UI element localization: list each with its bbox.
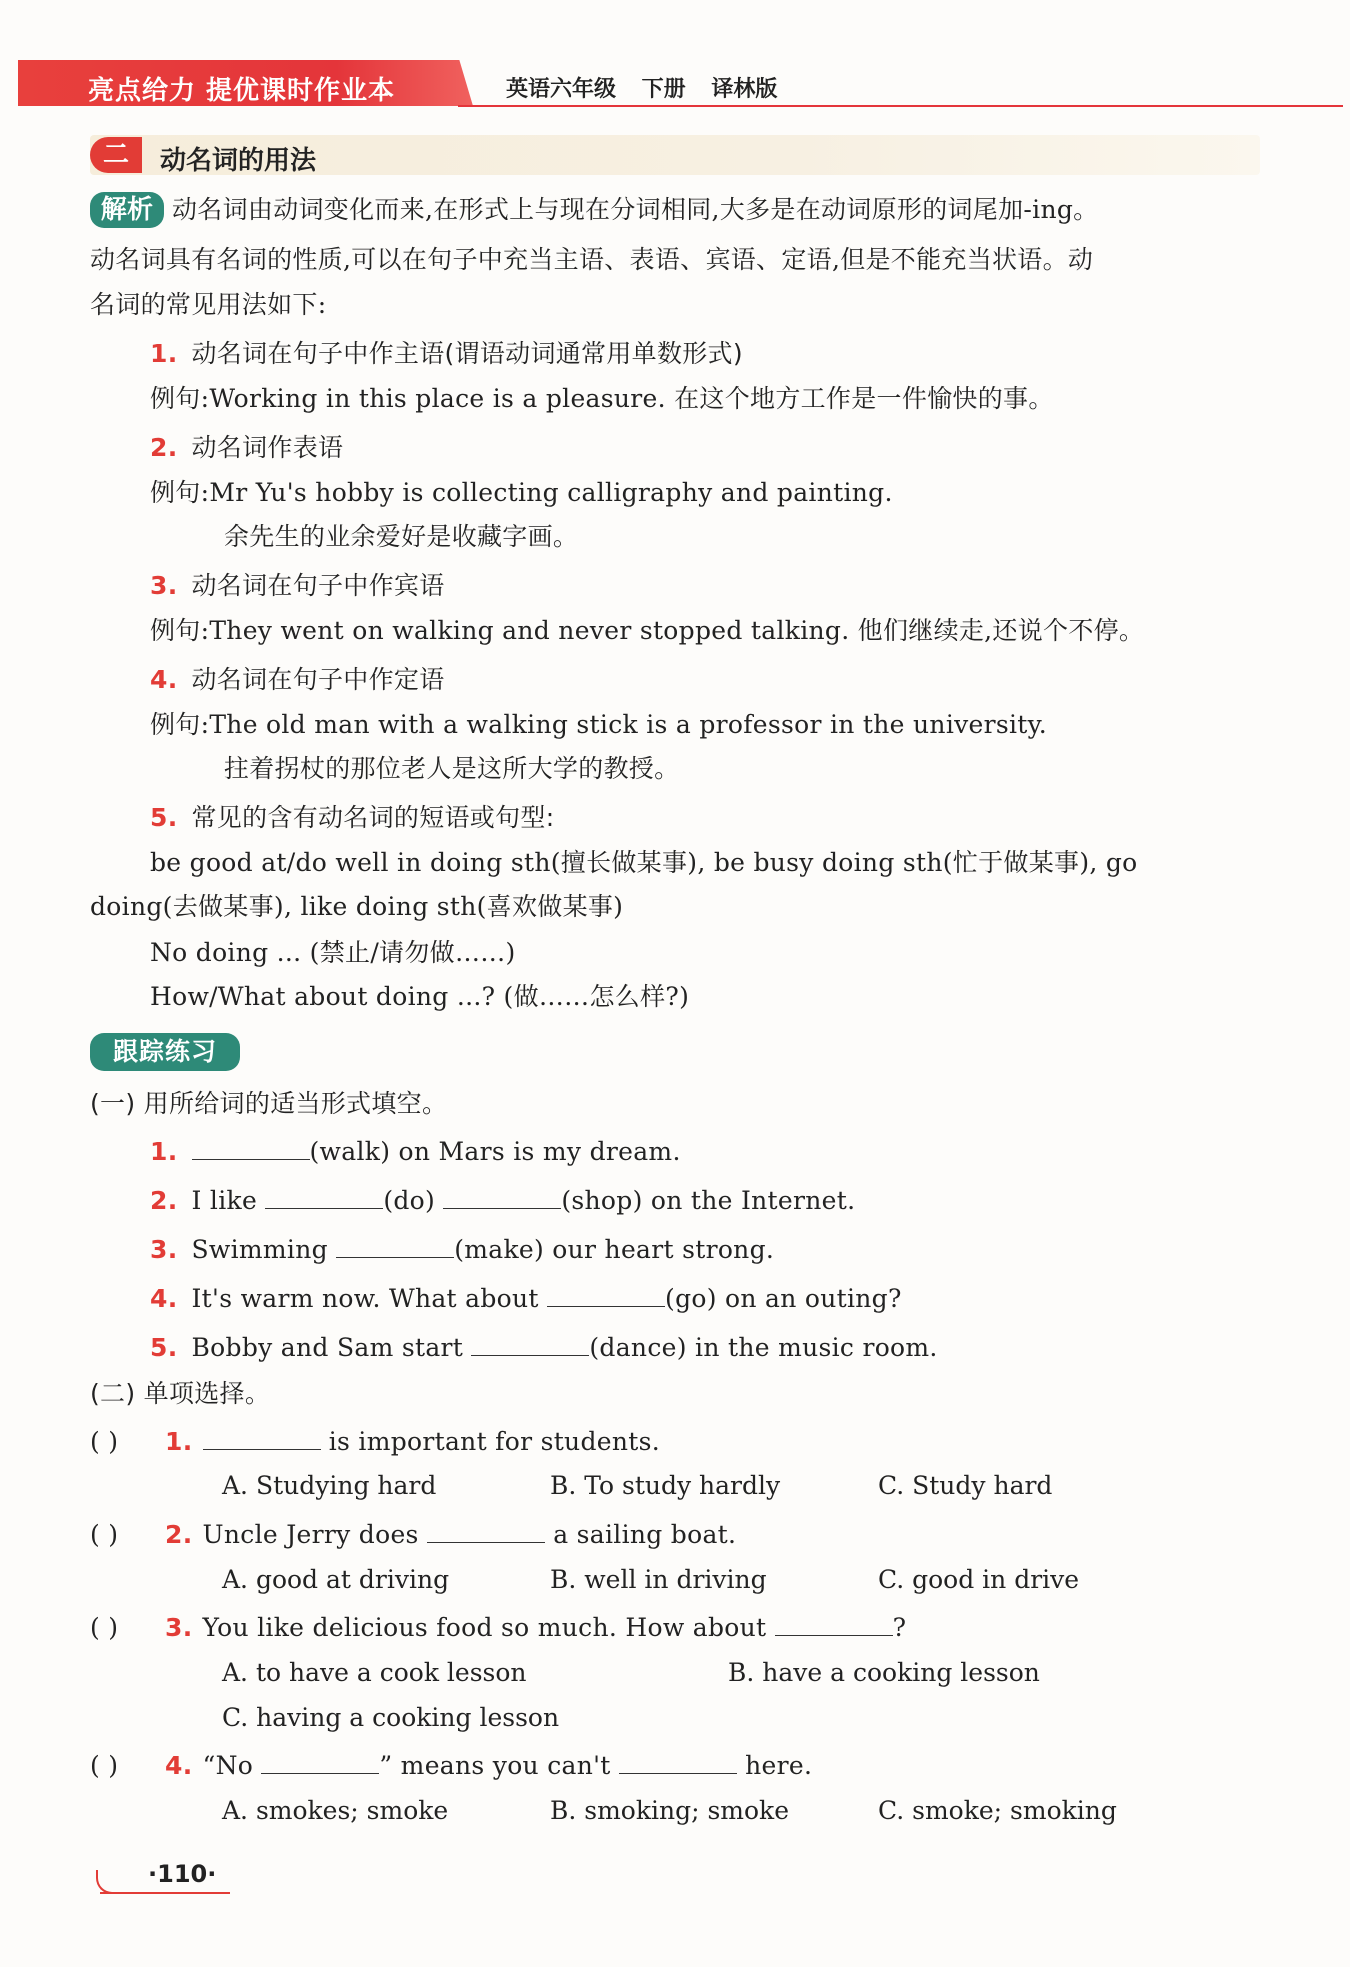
footer-underline — [100, 1892, 230, 1894]
item-text: Uncle Jerry does — [202, 1520, 419, 1549]
choice-item-2 — [90, 1517, 736, 1553]
option-b[interactable]: B. smoking; smoke — [550, 1796, 790, 1825]
option-c[interactable]: C. Study hard — [878, 1471, 1053, 1500]
point-number: 2. — [150, 433, 178, 462]
answer-blank[interactable] — [265, 1185, 383, 1209]
choice-item-3 — [90, 1610, 906, 1646]
point-5-phrases-2: doing(去做某事), like doing sth(喜欢做某事) — [90, 892, 624, 921]
fill-item-3 — [150, 1232, 774, 1268]
item-text: a sailing boat. — [553, 1520, 737, 1549]
point-4-translation: 拄着拐杖的那位老人是这所大学的教授。 — [224, 754, 680, 783]
answer-blank[interactable] — [471, 1332, 589, 1356]
fill-item-5 — [150, 1330, 938, 1366]
option-b[interactable]: B. have a cooking lesson — [728, 1658, 1040, 1687]
point-4-title — [150, 662, 445, 698]
item-text: It's warm now. What about — [191, 1284, 539, 1313]
point-heading: 常见的含有动名词的短语或句型: — [191, 803, 555, 832]
point-heading: 动名词作表语 — [191, 433, 344, 462]
header-divider — [458, 105, 1343, 107]
answer-parentheses[interactable]: ( ) — [90, 1427, 119, 1456]
option-c[interactable]: C. having a cooking lesson — [222, 1703, 560, 1732]
item-number: 2. — [150, 1186, 178, 1215]
point-heading: 动名词在句子中作定语 — [191, 665, 445, 694]
part-2-title — [90, 1376, 270, 1412]
point-2-title — [150, 430, 343, 466]
fill-item-2 — [150, 1183, 855, 1219]
item-text: ? — [892, 1613, 907, 1642]
item-text: (do) — [383, 1186, 436, 1215]
item-text: (go) on an outing? — [665, 1284, 902, 1313]
point-3-title — [150, 568, 445, 604]
point-5-phrases-1: be good at/do well in doing sth(擅长做某事), be busy doing sth(忙于做某事), go — [150, 848, 1138, 877]
option-a[interactable]: A. to have a cook lesson — [222, 1658, 527, 1687]
fill-item-1 — [150, 1134, 681, 1170]
option-a[interactable]: A. Studying hard — [222, 1471, 437, 1500]
item-text: (make) our heart strong. — [454, 1235, 775, 1264]
point-5-title — [150, 800, 554, 836]
practice-heading — [90, 1033, 240, 1071]
page-number: ·110· — [148, 1860, 217, 1888]
option-b[interactable]: B. well in driving — [550, 1565, 767, 1594]
option-b[interactable]: B. To study hardly — [550, 1471, 781, 1500]
analysis-badge: 解析 — [90, 192, 164, 228]
point-heading: 动名词在句子中作宾语 — [191, 571, 445, 600]
option-a[interactable]: A. good at driving — [222, 1565, 450, 1594]
point-number: 5. — [150, 803, 178, 832]
page-header — [18, 60, 1328, 110]
item-number: 3. — [165, 1613, 193, 1642]
point-heading: 动名词在句子中作主语(谓语动词通常用单数形式) — [191, 339, 743, 368]
item-text: I like — [191, 1186, 258, 1215]
point-number: 1. — [150, 339, 178, 368]
item-text: Swimming — [191, 1235, 328, 1264]
choice-item-4 — [90, 1748, 812, 1784]
fill-item-4 — [150, 1281, 902, 1317]
point-4-example: 例句:The old man with a walking stick is a professor in the university. — [150, 710, 1048, 739]
answer-blank — [775, 1612, 893, 1636]
item-text: ” means you can't — [379, 1751, 611, 1780]
answer-blank — [203, 1426, 321, 1450]
practice-badge: 跟踪练习 — [90, 1033, 240, 1071]
part-1-title — [90, 1086, 447, 1122]
answer-parentheses[interactable]: ( ) — [90, 1751, 119, 1780]
point-3-example: 例句:They went on walking and never stopped talking. 他们继续走,还说个不停。 — [150, 616, 1145, 645]
point-2-example: 例句:Mr Yu's hobby is collecting calligraphy and painting. — [150, 478, 893, 507]
item-number: 2. — [165, 1520, 193, 1549]
item-number: 3. — [150, 1235, 178, 1264]
point-1-example: 例句:Working in this place is a pleasure. 在这个地方工作是一件愉快的事。 — [150, 384, 1054, 413]
intro-line-3: 名词的常见用法如下: — [90, 290, 327, 319]
item-number: 1. — [150, 1137, 178, 1166]
intro-line-2: 动名词具有名词的性质,可以在句子中充当主语、表语、宾语、定语,但是不能充当状语。动 — [90, 245, 1094, 274]
item-text: here. — [745, 1751, 813, 1780]
answer-blank — [619, 1750, 737, 1774]
answer-blank — [261, 1750, 379, 1774]
item-number: 4. — [150, 1284, 178, 1313]
footer-decoration — [96, 1870, 130, 1894]
item-text: Bobby and Sam start — [191, 1333, 464, 1362]
item-text: is important for students. — [328, 1427, 660, 1456]
point-2-translation: 余先生的业余爱好是收藏字画。 — [224, 522, 579, 551]
answer-blank[interactable] — [547, 1283, 665, 1307]
answer-parentheses[interactable]: ( ) — [90, 1520, 119, 1549]
section-title: 动名词的用法 — [160, 146, 317, 176]
book-brand: 亮点给力 提优课时作业本 — [88, 76, 396, 106]
answer-blank — [427, 1519, 545, 1543]
section-heading — [90, 135, 1260, 175]
part-2-title-text: (二) 单项选择。 — [90, 1379, 271, 1408]
choice-item-1 — [90, 1424, 660, 1460]
item-text: You like delicious food so much. How about — [202, 1613, 767, 1642]
answer-blank[interactable] — [192, 1136, 310, 1160]
item-number: 5. — [150, 1333, 178, 1362]
answer-parentheses[interactable]: ( ) — [90, 1613, 119, 1642]
item-text: (dance) in the music room. — [589, 1333, 938, 1362]
answer-blank[interactable] — [443, 1185, 561, 1209]
option-c[interactable]: C. good in drive — [878, 1565, 1080, 1594]
book-subtitle: 英语六年级 下册 译林版 — [506, 77, 778, 102]
point-number: 3. — [150, 571, 178, 600]
point-5-extra-2: How/What about doing ...? (做……怎么样?) — [150, 982, 690, 1011]
point-number: 4. — [150, 665, 178, 694]
answer-blank[interactable] — [336, 1234, 454, 1258]
option-a[interactable]: A. smokes; smoke — [222, 1796, 449, 1825]
intro-text-1: 动名词由动词变化而来,在形式上与现在分词相同,大多是在动词原形的词尾加-ing。 — [172, 195, 1099, 224]
item-number: 4. — [165, 1751, 193, 1780]
item-text: (shop) on the Internet. — [561, 1186, 856, 1215]
section-number: 二 — [90, 137, 142, 173]
option-c[interactable]: C. smoke; smoking — [878, 1796, 1117, 1825]
point-5-extra-1: No doing ... (禁止/请勿做……) — [150, 938, 516, 967]
part-1-title-text: (一) 用所给词的适当形式填空。 — [90, 1089, 448, 1118]
intro-line-1 — [90, 192, 1098, 228]
item-text: (walk) on Mars is my dream. — [309, 1137, 681, 1166]
item-number: 1. — [165, 1427, 193, 1456]
point-1-title — [150, 336, 743, 372]
item-text: “No — [202, 1751, 254, 1780]
